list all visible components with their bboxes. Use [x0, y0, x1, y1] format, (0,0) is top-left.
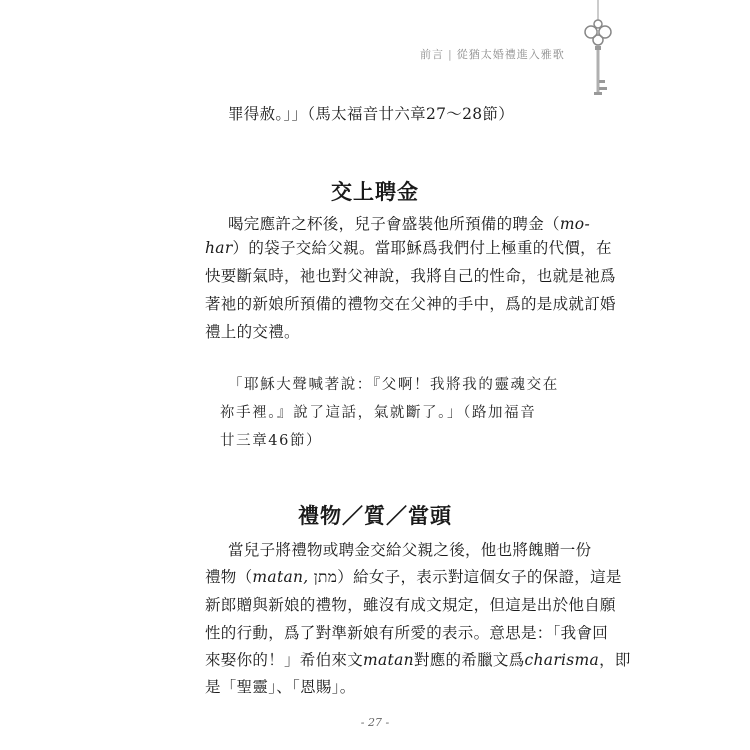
paragraph-line: 著祂的新娘所預備的禮物交在父神的手中，爲的是成就訂婚 — [205, 295, 616, 313]
header-section: 前言 — [420, 48, 444, 61]
carryover-line: 罪得赦。」」（馬太福音廿六章27～28節） — [228, 105, 514, 123]
header-separator: | — [448, 48, 453, 61]
paragraph-line: har）的袋子交給父親。當耶穌爲我們付上極重的代價，在 — [205, 239, 612, 257]
header-chapter: 從猶太婚禮進入雅歌 — [456, 48, 565, 61]
section-heading-1: 交上聘金 — [331, 179, 419, 204]
paragraph-line: 當兒子將禮物或聘金交給父親之後，他也將餽贈一份 — [228, 541, 592, 559]
quote-line: 廿三章46節） — [220, 433, 323, 449]
paragraph-line: 快要斷氣時，祂也對父神說，我將自己的性命，也就是祂爲 — [205, 267, 616, 285]
paragraph-line: 性的行動，爲了對準新娘有所愛的表示。意思是：「我會回 — [205, 624, 609, 642]
page-number: - 27 - — [360, 716, 390, 729]
quote-line: 祢手裡。』說了這話，氣就斷了。」（路加福音 — [220, 405, 537, 421]
paragraph-line: 禮物（matan, מתן）給女子，表示對這個女子的保證，這是 — [205, 568, 622, 586]
paragraph-line: 新郎贈與新娘的禮物，雖沒有成文規定，但這是出於他自願 — [205, 596, 616, 614]
paragraph-line: 喝完應許之杯後，兒子會盛裝他所預備的聘金（mo- — [228, 215, 590, 233]
quote-line: 「耶穌大聲喊著說：『父啊！我將我的靈魂交在 — [228, 377, 559, 393]
key-ornament-icon — [578, 0, 618, 110]
running-header — [420, 46, 565, 62]
paragraph-line: 是「聖靈」、「恩賜」。 — [205, 678, 356, 696]
section-heading-2: 禮物／質／當頭 — [298, 503, 452, 528]
paragraph-line: 禮上的交禮。 — [205, 323, 300, 341]
paragraph-line: 來娶你的！」希伯來文matan對應的希臘文爲charisma，即 — [205, 651, 631, 669]
